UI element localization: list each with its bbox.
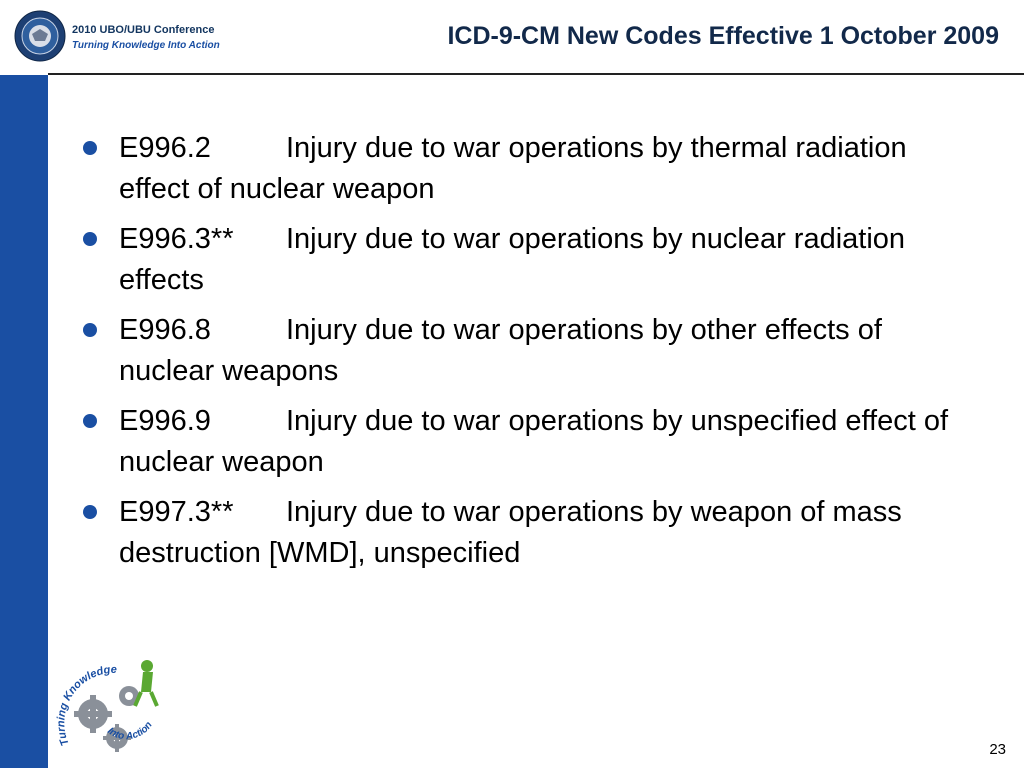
dod-seal-icon xyxy=(14,10,66,62)
list-item xyxy=(80,310,960,392)
code-description: Injury due to war operations by unspecified effect of nuclear weapon xyxy=(119,405,949,478)
icd-code: E996.9 xyxy=(119,405,211,437)
code-list xyxy=(80,128,960,583)
icd-code: E996.8 xyxy=(119,314,211,346)
logo-text-bottom: Into Action xyxy=(105,719,155,743)
page-number: 23 xyxy=(989,741,1006,758)
conference-name: 2010 UBO/UBU Conference xyxy=(72,24,215,36)
gear-icon xyxy=(74,695,112,733)
icd-code: E997.3** xyxy=(119,496,234,528)
code-description: Injury due to war operations by thermal radiation effect of nuclear weapon xyxy=(119,132,907,205)
list-item xyxy=(80,492,960,574)
bullet-icon xyxy=(83,414,97,428)
list-item xyxy=(80,128,960,210)
turning-knowledge-logo xyxy=(55,652,170,762)
left-accent-band xyxy=(0,75,48,768)
bullet-icon xyxy=(83,505,97,519)
bullet-icon xyxy=(83,232,97,246)
svg-text:Into Action xyxy=(105,720,155,743)
icd-code: E996.2 xyxy=(119,132,211,164)
code-description: Injury due to war operations by weapon of mass destruction [WMD], unspecified xyxy=(119,496,902,569)
code-description: Injury due to war operations by other effects of nuclear weapons xyxy=(119,314,882,387)
list-item xyxy=(80,219,960,301)
header-divider xyxy=(48,73,1024,75)
icd-code: E996.3** xyxy=(119,223,234,255)
person-icon xyxy=(135,660,157,706)
code-description: Injury due to war operations by nuclear radiation effects xyxy=(119,223,906,296)
logo-text-top: Turning Knowledge xyxy=(55,663,117,748)
slide-header xyxy=(0,0,1024,75)
list-item xyxy=(80,401,960,483)
bullet-icon xyxy=(83,323,97,337)
slide-title: ICD-9-CM New Codes Effective 1 October 2009 xyxy=(447,22,999,50)
conference-tagline: Turning Knowledge Into Action xyxy=(72,40,220,51)
bullet-icon xyxy=(83,141,97,155)
